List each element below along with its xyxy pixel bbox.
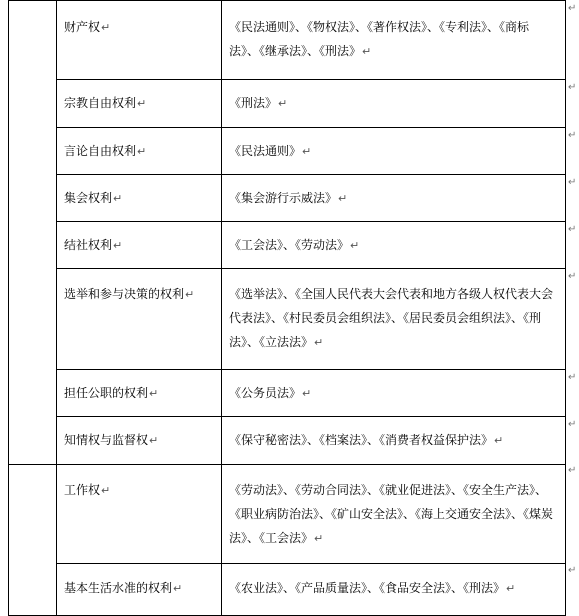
law-list-cell bbox=[222, 222, 566, 269]
group-cell-economic-social bbox=[9, 465, 57, 616]
law-list-cell bbox=[222, 417, 566, 465]
right-name-cell bbox=[57, 128, 222, 175]
paragraph-mark: ↵ bbox=[137, 145, 147, 158]
paragraph-mark: ↵ bbox=[338, 192, 348, 205]
law-list: 《公务员法》 bbox=[229, 386, 302, 400]
row-end-mark: ↵ bbox=[568, 224, 577, 235]
table-row bbox=[9, 80, 566, 128]
right-name: 结社权利 bbox=[64, 238, 113, 252]
law-list: 《刑法》 bbox=[229, 96, 278, 110]
paragraph-mark: ↵ bbox=[314, 532, 324, 545]
table-row bbox=[9, 1, 566, 80]
paragraph-mark: ↵ bbox=[506, 582, 516, 595]
row-end-mark: ↵ bbox=[568, 565, 577, 576]
law-list-cell bbox=[222, 175, 566, 222]
paragraph-mark: ↵ bbox=[113, 192, 123, 205]
table-row bbox=[9, 417, 566, 465]
law-list-cell bbox=[222, 465, 566, 564]
row-end-mark: ↵ bbox=[568, 465, 577, 476]
paragraph-mark: ↵ bbox=[362, 45, 372, 58]
law-list: 《保守秘密法》、《档案法》、《消费者权益保护法》 bbox=[229, 433, 494, 447]
law-list-cell bbox=[222, 370, 566, 417]
paragraph-mark: ↵ bbox=[302, 387, 312, 400]
law-list-cell bbox=[222, 128, 566, 175]
law-list: 《选举法》、《全国人民代表大会代表和地方各级人权代表大会代表法》、《村民委员会组织法》、《居民委员会组织法》、《刑法》、《立法法》 bbox=[229, 287, 554, 349]
row-end-mark: ↵ bbox=[568, 177, 577, 188]
paragraph-mark: ↵ bbox=[149, 434, 159, 447]
paragraph-mark: ↵ bbox=[185, 288, 195, 301]
group-cell-civil-political bbox=[9, 1, 57, 465]
right-name: 言论自由权利 bbox=[64, 144, 137, 158]
law-list: 《工会法》、《劳动法》 bbox=[229, 238, 350, 252]
table-row bbox=[9, 175, 566, 222]
right-name: 集会权利 bbox=[64, 191, 113, 205]
row-end-mark: ↵ bbox=[568, 82, 577, 93]
right-name: 选举和参与决策的权利 bbox=[64, 287, 185, 301]
right-name-cell bbox=[57, 269, 222, 370]
right-name-cell bbox=[57, 564, 222, 616]
row-end-mark: ↵ bbox=[568, 271, 577, 282]
right-name-cell bbox=[57, 1, 222, 80]
right-name-cell bbox=[57, 465, 222, 564]
right-name: 担任公职的权利 bbox=[64, 386, 149, 400]
table-row bbox=[9, 564, 566, 616]
right-name-cell bbox=[57, 370, 222, 417]
table-row bbox=[9, 370, 566, 417]
law-list: 《民法通则》、《物权法》、《著作权法》、《专利法》、《商标法》、《继承法》、《刑法》 bbox=[229, 20, 530, 58]
right-name-cell bbox=[57, 417, 222, 465]
paragraph-mark: ↵ bbox=[494, 434, 504, 447]
table-row bbox=[9, 465, 566, 564]
right-name: 工作权 bbox=[64, 483, 101, 497]
paragraph-mark: ↵ bbox=[101, 21, 111, 34]
right-name: 知情权与监督权 bbox=[64, 433, 149, 447]
rights-law-table bbox=[8, 0, 566, 616]
right-name: 宗教自由权利 bbox=[64, 96, 137, 110]
row-end-mark: ↵ bbox=[568, 419, 577, 430]
row-end-mark: ↵ bbox=[568, 372, 577, 383]
row-end-mark: ↵ bbox=[568, 3, 577, 14]
right-name: 财产权 bbox=[64, 20, 101, 34]
paragraph-mark: ↵ bbox=[350, 239, 360, 252]
paragraph-mark: ↵ bbox=[137, 97, 147, 110]
paragraph-mark: ↵ bbox=[302, 145, 312, 158]
table-row bbox=[9, 128, 566, 175]
right-name: 基本生活水准的权利 bbox=[64, 581, 173, 595]
paragraph-mark: ↵ bbox=[173, 582, 183, 595]
paragraph-mark: ↵ bbox=[113, 239, 123, 252]
law-list-cell bbox=[222, 564, 566, 616]
law-list: 《劳动法》、《劳动合同法》、《就业促进法》、《安全生产法》、《职业病防治法》、《矿山安全法》、《海上交通安全法》、《煤炭法》、《工会法》 bbox=[229, 483, 554, 545]
law-list-cell bbox=[222, 80, 566, 128]
paragraph-mark: ↵ bbox=[314, 336, 324, 349]
table-row bbox=[9, 222, 566, 269]
right-name-cell bbox=[57, 80, 222, 128]
right-name-cell bbox=[57, 222, 222, 269]
paragraph-mark: ↵ bbox=[101, 484, 111, 497]
law-list: 《集会游行示威法》 bbox=[229, 191, 338, 205]
row-end-mark: ↵ bbox=[568, 130, 577, 141]
law-list-cell bbox=[222, 269, 566, 370]
law-list: 《民法通则》 bbox=[229, 144, 302, 158]
law-list: 《农业法》、《产品质量法》、《食品安全法》、《刑法》 bbox=[229, 581, 506, 595]
right-name-cell bbox=[57, 175, 222, 222]
table-row bbox=[9, 269, 566, 370]
paragraph-mark: ↵ bbox=[149, 387, 159, 400]
law-list-cell bbox=[222, 1, 566, 80]
paragraph-mark: ↵ bbox=[278, 97, 288, 110]
